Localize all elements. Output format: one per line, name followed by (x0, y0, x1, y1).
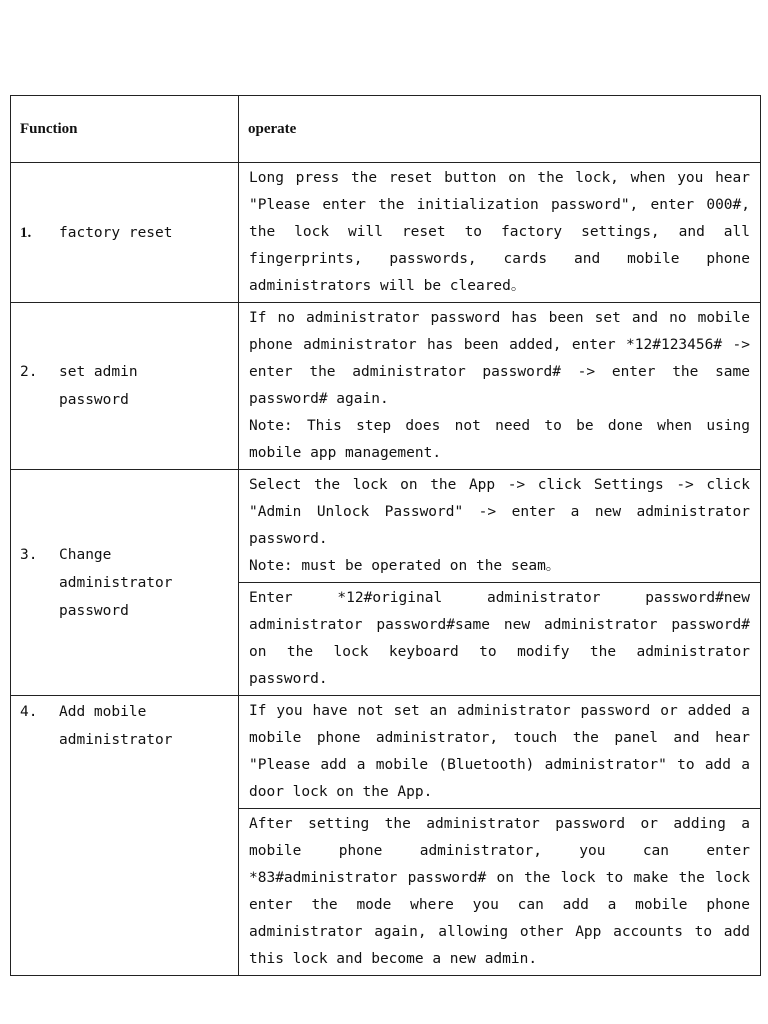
operate-text: Select the lock on the App -> click Settings -> click "Admin Unlock Password" -> enter a new administrator password. (249, 477, 750, 547)
table-row (11, 163, 761, 303)
function-cell (11, 696, 239, 976)
header-operate: operate (239, 96, 761, 163)
header-function: Function (11, 96, 239, 163)
function-cell (11, 163, 239, 303)
table-row (11, 303, 761, 470)
table-row (11, 696, 761, 809)
row-number: 2. (20, 364, 38, 380)
row-number: 1. (20, 224, 32, 241)
function-cell (11, 470, 239, 696)
function-table (10, 95, 761, 976)
operate-cell (239, 583, 761, 696)
function-label: Add mobile administrator (59, 704, 173, 748)
header-row (11, 96, 761, 163)
operate-text: If you have not set an administrator password or added a mobile phone administrator, touch the panel and hear "Please add a mobile (Bluetooth) administrator" to add a door lock on the App. (249, 703, 750, 800)
operate-note: Note: must be operated on the seam。 (249, 558, 561, 574)
operate-cell (239, 696, 761, 809)
function-label: Change administrator password (59, 546, 173, 619)
operate-text: Enter *12#original administrator password#new administrator password#same new administrator password# on the lock keyboard to modify the administrator password. (249, 590, 750, 687)
operate-cell (239, 470, 761, 583)
operate-cell (239, 163, 761, 303)
function-label: set admin password (59, 364, 138, 408)
operate-text: Long press the reset button on the lock, when you hear "Please enter the initialization password", enter 000#, the lock will reset to factory settings, and all fingerprints, passwords, cards and mobile phone administrators will be cleared。 (249, 170, 750, 294)
row-number: 4. (20, 704, 38, 720)
operate-note: Note: This step does not need to be done when using mobile app management. (249, 418, 750, 461)
row-number: 3. (20, 546, 38, 563)
function-label: factory reset (59, 224, 173, 241)
table-row (11, 470, 761, 583)
operate-cell (239, 303, 761, 470)
operate-text: If no administrator password has been set and no mobile phone administrator has been added, enter *12#123456# -> enter the administrator password# -> enter the same password# again. (249, 310, 750, 407)
operate-text: After setting the administrator password or adding a mobile phone administrator, you can enter *83#administrator password# on the lock to make the lock enter the mode where you can add a mobile phone administrator again, allowing other App accounts to add this lock and become a new admin. (249, 816, 750, 967)
function-cell (11, 303, 239, 470)
operate-cell (239, 809, 761, 976)
